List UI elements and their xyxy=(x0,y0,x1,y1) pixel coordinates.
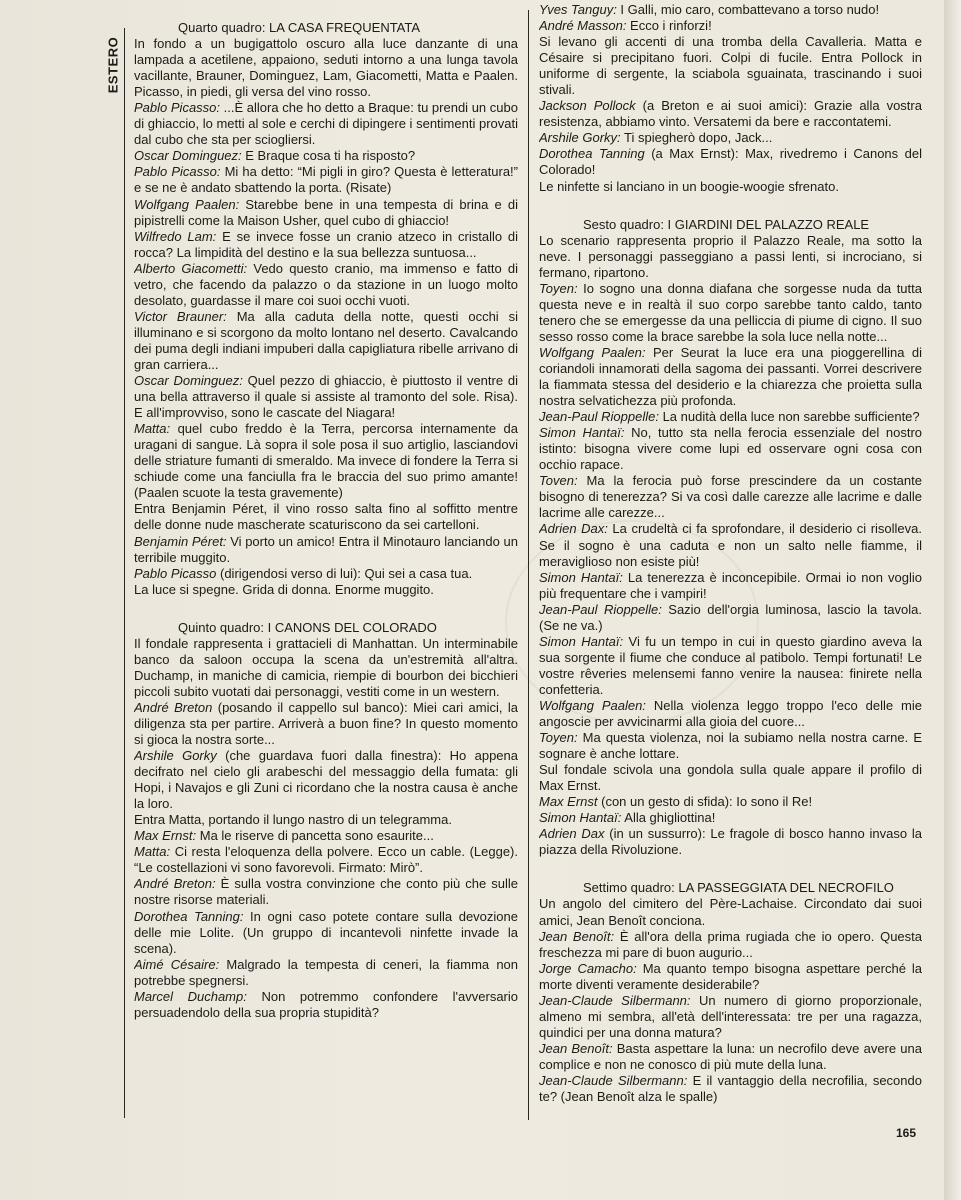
dialogue-line xyxy=(539,810,922,826)
dialogue-text: ...È allora che ho detto a Braque: tu prendi un cubo di ghiaccio, lo metti al sole e cerchi di dipingere i sentimenti provati dal cubo che sta per sciogliersi. xyxy=(134,100,518,148)
page-edge xyxy=(944,0,961,1200)
left-column-rule xyxy=(124,28,125,1118)
dialogue-line xyxy=(539,1041,922,1073)
speaker-name: Wolfgang Paalen: xyxy=(539,697,646,713)
dialogue-line xyxy=(539,98,922,130)
dialogue-line xyxy=(539,929,922,961)
speaker-name: Matta: xyxy=(134,844,171,860)
speaker-name: Max Ernst xyxy=(539,794,598,810)
stage-direction: Il fondale rappresenta i grattacieli di Manhattan. Un interminabile banco da saloon occupa la scena da un'estremità all'altra. Duchamp, in maniche di camicia, riempie di bourbon dei bicchieri piccoli subito vuotati dai personaggi, vestiti come in un western. xyxy=(134,635,518,699)
dialogue-text: Ecco i rinforzi! xyxy=(626,18,712,34)
dialogue-text: Per Seurat la luce era una pioggerellina di coriandoli innamorati della sagoma dei passanti. Vorrei descrivere la fiammata stessa del desiderio e la chiarezza che proietta sulla nostra selvatichezza più profonda. xyxy=(539,344,922,409)
dialogue-line xyxy=(134,197,518,229)
speaker-name: Simon Hantaï: xyxy=(539,569,623,585)
dialogue-line xyxy=(539,521,922,569)
stage-direction: Sul fondale scivola una gondola sulla quale appare il profilo di Max Ernst. xyxy=(539,762,922,794)
dialogue-text: Un numero di giorno proporzionale, almeno mi sembra, all'età dell'interessata: tre per una ragazza, quindici per una donna matura? xyxy=(539,992,922,1040)
dialogue-line xyxy=(134,164,518,196)
dialogue-line xyxy=(134,261,518,309)
stage-direction: In fondo a un bugigattolo oscuro alla luce danzante di una lampada a acetilene, appaiono, seduti intorno a una lunga tavola vacillante, Brauner, Dominguez, Lam, Giacometti, Matta e Paalen. Picasso, in piedi, gli versa del vino rosso. xyxy=(134,36,518,100)
dialogue-line xyxy=(134,876,518,908)
stage-direction: Le ninfette si lanciano in un boogie-woogie sfrenato. xyxy=(539,178,839,194)
scene-gap xyxy=(539,195,922,217)
dialogue-text: Basta aspettare la luna: un necrofilo deve avere una complice e non ne conosco di più mute della luna. xyxy=(539,1040,922,1072)
dialogue-text: Alla ghigliottina! xyxy=(621,810,716,826)
dialogue-line xyxy=(134,100,518,148)
dialogue-line xyxy=(539,570,922,602)
speaker-name: Wilfredo Lam: xyxy=(134,228,217,244)
speaker-name: Pablo Picasso xyxy=(134,565,217,581)
column-divider xyxy=(528,10,529,1120)
dialogue-line xyxy=(539,425,922,473)
dialogue-text: Ma quanto tempo bisogna aspettare perché la morte diventi veramente desiderabile? xyxy=(539,960,922,992)
speaker-name: Arshile Gorky: xyxy=(539,130,621,146)
stage-direction: Entra Matta, portando il lungo nastro di un telegramma. xyxy=(134,812,452,828)
left-column xyxy=(134,20,518,1120)
dialogue-text: (con un gesto di sfida): Io sono il Re! xyxy=(597,794,813,810)
speaker-name: Toyen: xyxy=(539,730,578,746)
speaker-name: Dorothea Tanning: xyxy=(134,908,244,924)
dialogue-text: I Galli, mio caro, combattevano a torso nudo! xyxy=(616,2,880,17)
right-column xyxy=(539,2,922,1122)
dialogue-line xyxy=(134,309,518,373)
dialogue-line xyxy=(134,700,518,748)
dialogue-text: quel cubo freddo è la Terra, percorsa internamente da uragani di sangue. Là sopra il sole posa il suo artiglio, lasciandovi delle striature fumanti di smeraldo. Ma invece di fondere la Terra si schiude come una fanciulla fra le braccia del suo primo amante! (Paalen scuote la testa gravemente) xyxy=(134,421,518,501)
dialogue-line xyxy=(539,146,922,178)
dialogue-text: Ma le riserve di pancetta sono esaurite... xyxy=(196,828,434,844)
speaker-name: Toven: xyxy=(539,473,578,489)
dialogue-line xyxy=(539,345,922,409)
dialogue-text: Ma alla caduta della notte, questi occhi si illuminano e si scorgono da molto lontano nel deserto. Cavalcando dei puma degli indiani impuberi dalla capigliatura ribelle arrivano di gran carriera... xyxy=(134,308,518,372)
speaker-name: Arshile Gorky xyxy=(134,748,217,764)
dialogue-line xyxy=(134,566,518,582)
speaker-name: Oscar Dominguez: xyxy=(134,373,243,389)
speaker-name: Victor Brauner: xyxy=(134,308,227,324)
dialogue-text: E Braque cosa ti ha risposto? xyxy=(241,148,416,164)
stage-direction: La luce si spegne. Grida di donna. Enorme muggito. xyxy=(134,581,434,597)
dialogue-line xyxy=(539,730,922,762)
dialogue-text: (a Breton e ai suoi amici): Grazie alla vostra resistenza, abbiamo vinto. Versatemi da bere e raccontatemi. xyxy=(539,98,922,130)
speaker-name: Toyen: xyxy=(539,280,578,296)
dialogue-text: Sazio dell'orgia luminosa, lascio la tavola. (Se ne va.) xyxy=(539,601,922,633)
speaker-name: Pablo Picasso: xyxy=(134,100,221,116)
dialogue-line xyxy=(539,826,922,858)
dialogue-line xyxy=(539,794,922,810)
speaker-name: Jean-Claude Silbermann: xyxy=(539,1073,688,1088)
dialogue-line xyxy=(134,421,518,501)
dialogue-line xyxy=(134,909,518,957)
dialogue-line xyxy=(539,993,922,1041)
dialogue-line xyxy=(539,281,922,345)
dialogue-text: Ti spiegherò dopo, Jack... xyxy=(620,130,773,146)
scene-heading: Quinto quadro: I CANONS DEL COLORADO xyxy=(178,619,437,635)
speaker-name: Benjamin Péret: xyxy=(134,533,227,549)
speaker-name: Marcel Duchamp: xyxy=(134,988,247,1004)
dialogue-text: Malgrado la tempesta di ceneri, la fiamma non potrebbe spegnersi. xyxy=(134,956,518,988)
dialogue-line xyxy=(134,148,518,164)
dialogue-text: Mi ha detto: “Mi pigli in giro? Questa è letteratura!” e se ne è andato sbattendo la porta. (Risate) xyxy=(134,164,518,196)
speaker-name: Matta: xyxy=(134,421,171,437)
speaker-name: Jean Benoît: xyxy=(539,1040,613,1056)
speaker-name: Jackson Pollock xyxy=(539,98,636,114)
dialogue-text: E se invece fosse un cranio atzeco in cristallo di rocca? La limpidità del destino e la sua bellezza suntuosa... xyxy=(134,228,518,260)
speaker-name: Simon Hantaï: xyxy=(539,810,622,826)
dialogue-line xyxy=(539,634,922,698)
dialogue-text: La tenerezza è inconcepibile. Ormai io non voglio più frequentare che i vampiri! xyxy=(539,569,922,601)
speaker-name: Pablo Picasso: xyxy=(134,164,221,180)
speaker-name: André Breton xyxy=(134,699,213,715)
speaker-name: Aimé Césaire: xyxy=(134,956,220,972)
dialogue-line xyxy=(539,1073,922,1105)
dialogue-line xyxy=(134,748,518,812)
dialogue-text: E il vantaggio della necrofilia, secondo te? (Jean Benoît alza le spalle) xyxy=(539,1073,922,1105)
dialogue-line xyxy=(539,2,922,18)
dialogue-line xyxy=(539,961,922,993)
dialogue-line xyxy=(134,373,518,421)
dialogue-line xyxy=(539,409,922,425)
section-label-text: ESTERO xyxy=(105,36,121,94)
dialogue-line xyxy=(539,602,922,634)
speaker-name: Max Ernst: xyxy=(134,828,197,844)
speaker-name: Wolfgang Paalen: xyxy=(134,196,240,212)
speaker-name: André Breton: xyxy=(134,876,216,892)
dialogue-text: (posando il cappello sul banco): Miei cari amici, la diligenza sta per partire. Arriverà a buon fine? In questo momento si gioca la nostra sorte... xyxy=(134,699,518,748)
dialogue-text: La nudità della luce non sarebbe sufficiente? xyxy=(658,409,920,425)
dialogue-line xyxy=(539,698,922,730)
dialogue-text: Ma la ferocia può forse prescindere da un costante bisogno di tenerezza? Si va così dalle carezze alle lacrime e dalle lacrime alle carezze... xyxy=(539,473,922,521)
speaker-name: Wolfgang Paalen: xyxy=(539,344,646,360)
scene-heading: Sesto quadro: I GIARDINI DEL PALAZZO REALE xyxy=(583,216,870,232)
dialogue-text: Starebbe bene in una tempesta di brina e di pipistrelli come la Maison Usher, quel cubo di ghiaccio! xyxy=(134,196,518,228)
dialogue-text: (a Max Ernst): Max, rivedremo i Canons del Colorado! xyxy=(539,146,922,178)
dialogue-text: È all'ora della prima rugiada che io opero. Questa freschezza mi pare di buon augurio... xyxy=(539,928,922,960)
scene-heading: Settimo quadro: LA PASSEGGIATA DEL NECROFILO xyxy=(583,880,894,896)
stage-direction: Un angolo del cimitero del Père-Lachaise. Circondato dai suoi amici, Jean Benoît conciona. xyxy=(539,896,922,928)
dialogue-text: Ci resta l'eloquenza della polvere. Ecco un cable. (Legge). “Le costellazioni vi sono favorevoli. Firmato: Mirò”. xyxy=(134,844,518,876)
dialogue-line xyxy=(134,957,518,989)
dialogue-line xyxy=(539,18,922,34)
dialogue-line xyxy=(134,989,518,1021)
dialogue-text: (dirigendosi verso di lui): Qui sei a casa tua. xyxy=(216,565,473,581)
speaker-name: Alberto Giacometti: xyxy=(134,260,248,276)
speaker-name: André Masson: xyxy=(539,18,627,34)
dialogue-line xyxy=(134,828,518,844)
stage-direction: Entra Benjamin Péret, il vino rosso salta fino al soffitto mentre delle donne nude mascherate scaturiscono da sei cartelloni. xyxy=(134,501,518,533)
dialogue-text: Nella violenza leggo troppo l'eco delle mie angoscie per avvicinarmi alla gioia del cuore... xyxy=(539,697,922,730)
dialogue-text: In ogni caso potete contare sulla devozione delle mie Lolite. (Un gruppo di incantevoli ninfette invade la scena). xyxy=(134,908,518,956)
dialogue-text: Vi porto un amico! Entra il Minotauro lanciando un terribile muggito. xyxy=(134,533,518,565)
speaker-name: Oscar Dominguez: xyxy=(134,148,242,164)
speaker-name: Jean Benoît: xyxy=(539,928,615,944)
dialogue-text: Io sogno una donna diafana che sorgesse nuda da tutta questa neve e in realtà il suo corpo sarebbe tanto caldo, tanto tenero che se emergesse da una pelliccia di piume di cigno. Il suo sesso rosso come la brace sarebbe la sola luce nella notte... xyxy=(539,280,922,344)
dialogue-text: (che guardava fuori dalla finestra): Ho appena decifrato nel cielo gli arabeschi del messaggio della fumata: gli Hopi, i Navajos e gli Zuni ci ricordano che la nostra causa è anche la loro. xyxy=(134,748,518,812)
scene-heading: Quarto quadro: LA CASA FREQUENTATA xyxy=(178,20,421,35)
dialogue-line xyxy=(539,473,922,521)
stage-direction: Lo scenario rappresenta proprio il Palazzo Reale, ma sotto la neve. I personaggi passeggiano a passi lenti, si incrociano, si fermano, ripartono. xyxy=(539,232,922,280)
scene-gap xyxy=(134,598,518,620)
dialogue-text: (in un sussurro): Le fragole di bosco hanno invaso la piazza della Rivoluzione. xyxy=(539,826,922,858)
scene-gap xyxy=(539,858,922,880)
dialogue-text: È sulla vostra convinzione che conto più che sulle nostre risorse materiali. xyxy=(134,876,518,908)
dialogue-text: Vedo questo cranio, ma immenso e fatto di vetro, che facendo da palazzo o da stazione in un luogo molto desolato, guardasse il mare coi suoi occhi vuoti. xyxy=(134,260,518,308)
speaker-name: Dorothea Tanning xyxy=(539,146,645,162)
speaker-name: Simon Hantaï: xyxy=(539,425,625,441)
dialogue-line xyxy=(134,229,518,261)
dialogue-text: No, tutto sta nella ferocia essenziale del nostro istinto: bisogna vivere come lupi ed osservare ogni cosa con occhio rapace. xyxy=(539,425,922,473)
dialogue-text: Non potremmo confondere l'avversario persuadendolo della sua propria stupidità? xyxy=(134,988,518,1020)
speaker-name: Jean-Paul Rioppelle: xyxy=(539,409,659,425)
speaker-name: Jean-Claude Silbermann: xyxy=(539,992,691,1008)
dialogue-line xyxy=(134,534,518,566)
speaker-name: Jorge Camacho: xyxy=(539,960,637,976)
dialogue-line xyxy=(539,130,922,146)
dialogue-text: Vi fu un tempo in cui in questo giardino aveva la sua sorgente il fiume che conduce al patibolo. Tempi fortunati! Le vostre rêveries melensemi fanno venire la nausea: finirete nella confetteria. xyxy=(539,633,922,697)
dialogue-text: La crudeltà ci fa sprofondare, il desiderio ci risolleva. Se il sogno è una caduta e non un salto nelle fiamme, il meraviglioso non esiste più! xyxy=(539,521,922,569)
dialogue-line xyxy=(134,844,518,876)
speaker-name: Yves Tanguy: xyxy=(539,2,617,17)
stage-direction: Si levano gli accenti di una tromba della Cavalleria. Matta e Césaire si precipitano fuori. Colpi di fucile. Entra Pollock in uniforme di sergente, la sciabola sguainata, trascinando i suoi stivali. xyxy=(539,34,922,98)
speaker-name: Adrien Dax: xyxy=(539,521,608,537)
dialogue-text: Quel pezzo di ghiaccio, è piuttosto il ventre di una bella attraverso il quale si assiste al tramonto del sole. Risa). E all'improvviso, sono le cascate del Niagara! xyxy=(134,373,518,421)
speaker-name: Adrien Dax xyxy=(539,826,605,842)
speaker-name: Jean-Paul Rioppelle: xyxy=(539,601,662,617)
page-number: 165 xyxy=(896,1126,917,1140)
dialogue-text: Ma questa violenza, noi la subiamo nella nostra carne. E sognare è anche lottare. xyxy=(539,730,922,762)
speaker-name: Simon Hantaï: xyxy=(539,633,624,649)
